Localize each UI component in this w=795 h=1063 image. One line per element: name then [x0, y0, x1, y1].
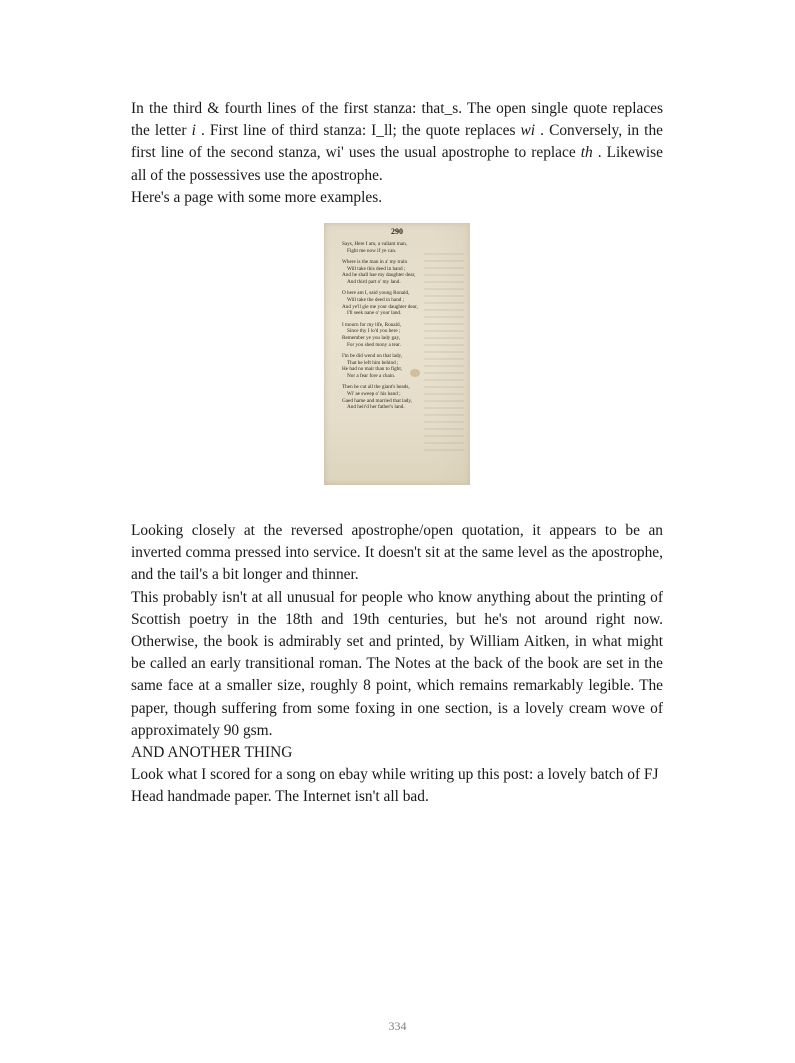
verse-line: Wi' ae sweep o' his hand ;: [347, 390, 401, 397]
paragraph-inverted-comma: Looking closely at the reversed apostrophe/open quotation, it appears to be an inverted comma pressed into service. It doesn't sit at the same level as the apostrophe, and the tail's a bit longer and thinner.: [131, 522, 663, 584]
verse-line: Says, Here I am, a valiant man,: [342, 241, 407, 247]
verse-line: Will take this deed in hand ;: [347, 265, 406, 272]
stanza: [342, 241, 462, 254]
verse-line: That he left him behind ;: [347, 359, 399, 366]
section-heading: AND ANOTHER THING: [131, 744, 293, 762]
paragraph-printing-notes: This probably isn't at all unusual for people who know anything about the printing of Scottish poetry in the 18th and 19th centuries, but he's not around right now. Otherwise, the book is admirably set and printed, by William Aitken, in what might be called an early transitional roman. The Notes at the back of the book are set in the same face at a smaller size, roughly 8 point, which remains remarkably legible. The paper, though suffering from some foxing in one section, is a lovely cream wove of approximately 90 gsm.: [131, 588, 663, 739]
stanza: [342, 290, 462, 317]
page-number: 334: [388, 1019, 407, 1033]
verse-line: He had no mair than to fight,: [342, 366, 403, 373]
upper-text-block: [131, 98, 663, 209]
verse-line: And third part o' my land.: [347, 279, 401, 286]
verse-line: O here am I, said young Ronald,: [342, 290, 410, 297]
paragraph-more-examples: Here's a page with some more examples.: [131, 188, 383, 206]
verse-line: Nor a fear fore a chain.: [347, 372, 396, 379]
verse-line: Remember ye you lady gay,: [342, 334, 401, 341]
book-page-photo: [324, 223, 470, 485]
paragraph-paper-batch: Look what I scored for a song on ebay while writing up this post: a lovely batch of FJ Head handmade paper. The Internet isn't all bad.: [131, 766, 659, 806]
verse-line: Since thy I lo'd you here ;: [347, 328, 401, 335]
verse-line: Then he cut all the giant's heads,: [342, 384, 410, 391]
verse-line: And he shall hae my daughter dear,: [342, 272, 416, 279]
italic-letter-i: i: [191, 122, 196, 140]
ballad-text: [342, 241, 462, 415]
verse-line: And ye'll gie me your daughter dear,: [342, 303, 418, 310]
verse-line: For you shed mony a tear.: [347, 341, 401, 348]
paragraph-apostrophe-notes: [131, 98, 663, 187]
verse-line: Gaed hame and married that lady,: [342, 397, 412, 404]
paragraph-text: . First line of third stanza: I_ll; the quote replaces: [195, 122, 521, 140]
verse-line: I'm be did wend on that lady,: [342, 352, 403, 359]
verse-line: Will take the deed in hand ;: [347, 296, 405, 303]
stanza: [342, 259, 462, 286]
stanza: [342, 384, 462, 411]
paragraph-text: . Likewise all of the possessives use the apostrophe.: [131, 144, 663, 184]
verse-line: Fight me now if ye can.: [347, 247, 397, 254]
verse-line: Where is the man in a' my train: [342, 258, 408, 265]
stanza: [342, 353, 462, 380]
verse-line: And heir'd her father's land.: [347, 404, 405, 411]
paragraph-text: . Conversely, in the first line of the second stanza, wi' uses the usual apostrophe to replace: [131, 122, 663, 162]
verse-line: I mourn for my life, Ronald,: [342, 321, 401, 328]
italic-letters-th: th: [580, 144, 593, 162]
stanza: [342, 322, 462, 349]
paragraph-text: In the third & fourth lines of the first stanza: that_s. The open single quote replaces the letter: [131, 100, 663, 140]
italic-letters-wi: wi: [520, 122, 536, 140]
lower-text-block: [131, 520, 663, 809]
verse-line: I'll seek nane o' your land.: [347, 310, 402, 317]
book-page-number: 290: [391, 227, 403, 236]
